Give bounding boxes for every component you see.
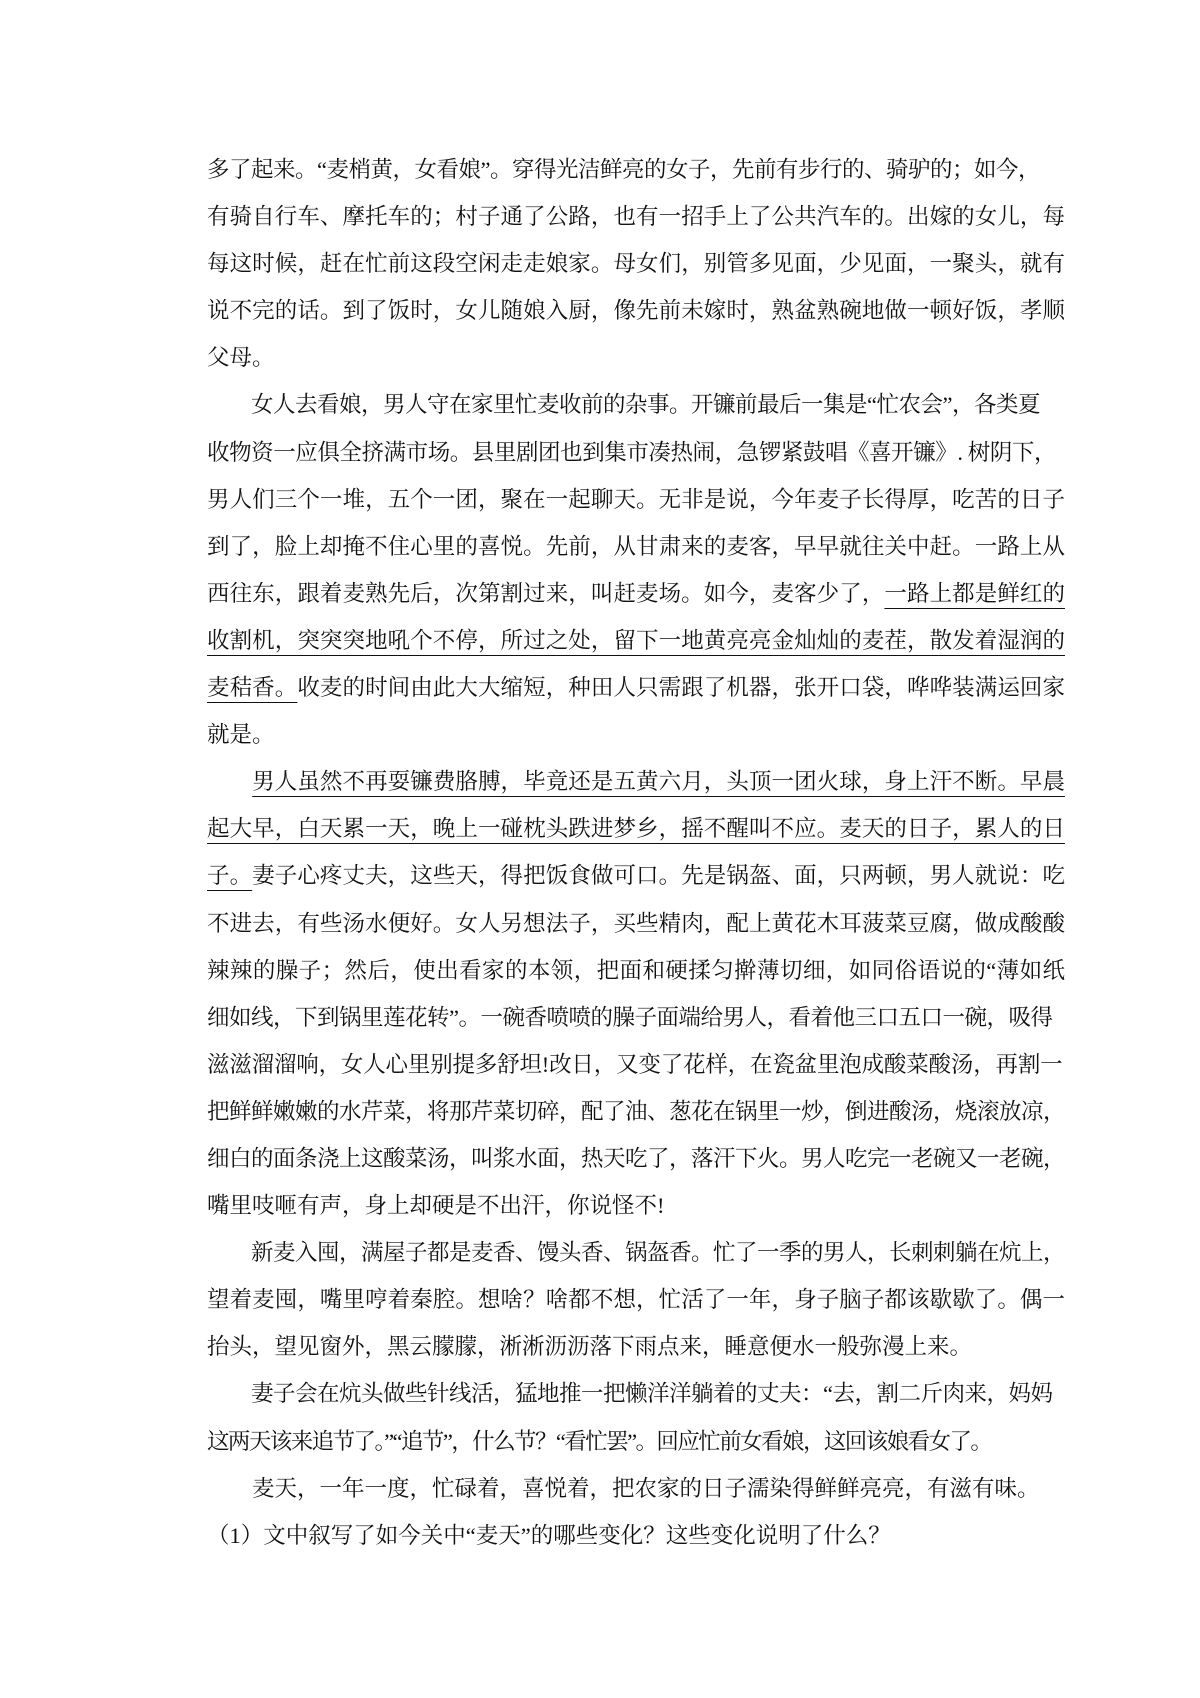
text-line <box>207 947 1065 994</box>
text-segment: 麦天，一年一度，忙碌着，喜悦着，把农家的日子濡染得鲜鲜亮亮，有滋有味。 <box>207 1475 1040 1501</box>
text-segment: 收物资一应俱全挤满市场。县里剧团也到集市凑热闹，急锣紧鼓唱《喜开镰》. 树阴下， <box>207 439 1057 465</box>
text-line <box>207 193 1065 240</box>
text-segment <box>207 769 252 794</box>
text-segment: 辣辣的臊子；然后，使出看家的本领，把面和硬揉匀擀薄切细，如同俗语说的“薄如纸 <box>207 957 1065 983</box>
text-line <box>207 1135 1065 1182</box>
text-line <box>207 1370 1065 1417</box>
underlined-text: 男人虽然不再耍镰费胳膊，毕竟还是五黄六月，头顶一团火球，身上汗不断。早晨 <box>252 769 1065 795</box>
reading-passage <box>207 146 1065 1559</box>
text-segment: 就是。 <box>207 722 275 748</box>
text-segment: 每这时候，赶在忙前这段空闲走走娘家。母女们，别管多见面，少见面，一聚头，就有 <box>207 251 1065 277</box>
text-segment: 这两天该来追节了。”“追节”，什么节？“看忙罢”。回应忙前女看娘，这回该娘看女了。 <box>207 1428 992 1454</box>
text-line <box>207 900 1065 947</box>
text-segment: 新麦入囤，满屋子都是麦香、馒头香、锅盔香。忙了一季的男人，长刺刺躺在炕上， <box>207 1240 1066 1266</box>
text-line <box>207 523 1065 570</box>
text-line <box>207 1465 1065 1512</box>
text-segment: 收麦的时间由此大大缩短，种田人只需跟了机器，张开口袋，哗哗装满运回家 <box>297 675 1065 701</box>
text-segment: 父母。 <box>207 345 275 371</box>
text-segment: 抬头，望见窗外，黑云朦朦，淅淅沥沥落下雨点来，睡意便水一般弥漫上来。 <box>207 1334 973 1360</box>
text-segment: 有骑自行车、摩托车的；村子通了公路，也有一招手上了公共汽车的。出嫁的女儿，每 <box>207 204 1065 230</box>
text-segment: 男人们三个一堆，五个一团，聚在一起聊天。无非是说，今年麦子长得厚，吃苦的日子 <box>207 486 1065 512</box>
underlined-text: 起大早，白天累一天，晚上一碰枕头跌进梦乡，摇不醒叫不应。麦天的日子，累人的日 <box>207 816 1065 842</box>
text-segment: 不进去，有些汤水便好。女人另想法子，买些精肉，配上黄花木耳菠菜豆腐，做成酸酸 <box>207 910 1065 936</box>
text-segment: 妻子会在炕头做些针线活，猛地推一把懒洋洋躺着的丈夫：“去，割二斤肉来，妈妈 <box>207 1381 1053 1407</box>
text-line <box>207 334 1065 381</box>
text-line <box>207 805 1065 852</box>
text-line <box>207 240 1065 287</box>
text-line <box>207 1088 1065 1135</box>
text-line <box>207 1041 1065 1088</box>
text-line <box>207 994 1065 1041</box>
text-segment: 女人去看娘，男人守在家里忙麦收前的杂事。开镰前最后一集是“忙农会”，各类夏 <box>207 392 1040 418</box>
text-segment: 到了，脸上却掩不住心里的喜悦。先前，从甘肃来的麦客，早早就往关中赶。一路上从 <box>207 533 1065 559</box>
text-segment: （1）文中叙写了如今关中“麦天”的哪些变化？这些变化说明了什么？ <box>207 1522 891 1548</box>
text-line <box>207 1182 1065 1229</box>
text-line <box>207 617 1065 664</box>
text-segment: 说不完的话。到了饭时，女儿随娘入厨，像先前未嫁时，熟盆熟碗地做一顿好饭，孝顺 <box>207 298 1065 324</box>
text-line <box>207 1418 1065 1465</box>
text-segment: 滋滋溜溜响，女人心里别提多舒坦!改日，又变了花样，在瓷盆里泡成酸菜酸汤，再割一 <box>207 1051 1063 1077</box>
question-line <box>207 1512 1065 1559</box>
text-line <box>207 476 1065 523</box>
text-segment: 把鲜鲜嫩嫩的水芹菜，将那芹菜切碎，配了油、葱花在锅里一炒，倒进酸汤，烧滚放凉， <box>207 1098 1066 1124</box>
text-line <box>207 1229 1065 1276</box>
text-line <box>207 852 1065 899</box>
text-segment: 妻子心疼丈夫，这些天，得把饭食做可口。先是锅盔、面，只两顿，男人就说：吃 <box>252 863 1065 889</box>
text-line <box>207 758 1065 805</box>
text-line <box>207 429 1065 476</box>
underlined-text: 收割机，突突突地吼个不停，所过之处，留下一地黄亮亮金灿灿的麦茬，散发着湿润的 <box>207 627 1065 653</box>
text-segment: 望着麦囤，嘴里哼着秦腔。想啥？啥都不想，忙活了一年，身子脑子都该歇歇了。偶一 <box>207 1287 1065 1313</box>
text-segment: 西往东，跟着麦熟先后，次第割过来，叫赶麦场。如今，麦客少了， <box>207 580 885 606</box>
text-line <box>207 1323 1065 1370</box>
text-line <box>207 711 1065 758</box>
text-segment: 细如线，下到锅里莲花转”。一碗香喷喷的臊子面端给男人，看着他三口五口一碗，吸得 <box>207 1004 1053 1030</box>
text-line <box>207 570 1065 617</box>
text-line <box>207 1276 1065 1323</box>
underlined-text: 麦秸香。 <box>207 675 298 701</box>
text-line <box>207 146 1065 193</box>
text-segment: 嘴里吱咂有声，身上却硬是不出汗，你说怪不! <box>207 1193 665 1219</box>
text-segment: 多了起来。“麦梢黄，女看娘”。穿得光洁鲜亮的女子，先前有步行的、骑驴的；如今， <box>207 157 1040 182</box>
underlined-text: 一路上都是鲜红的 <box>884 580 1065 606</box>
text-line <box>207 287 1065 334</box>
text-line <box>207 381 1065 428</box>
text-line <box>207 664 1065 711</box>
underlined-text: 子。 <box>207 863 253 889</box>
text-segment: 细白的面条浇上这酸菜汤，叫浆水面，热天吃了，落汗下火。男人吃完一老碗又一老碗， <box>207 1145 1066 1171</box>
